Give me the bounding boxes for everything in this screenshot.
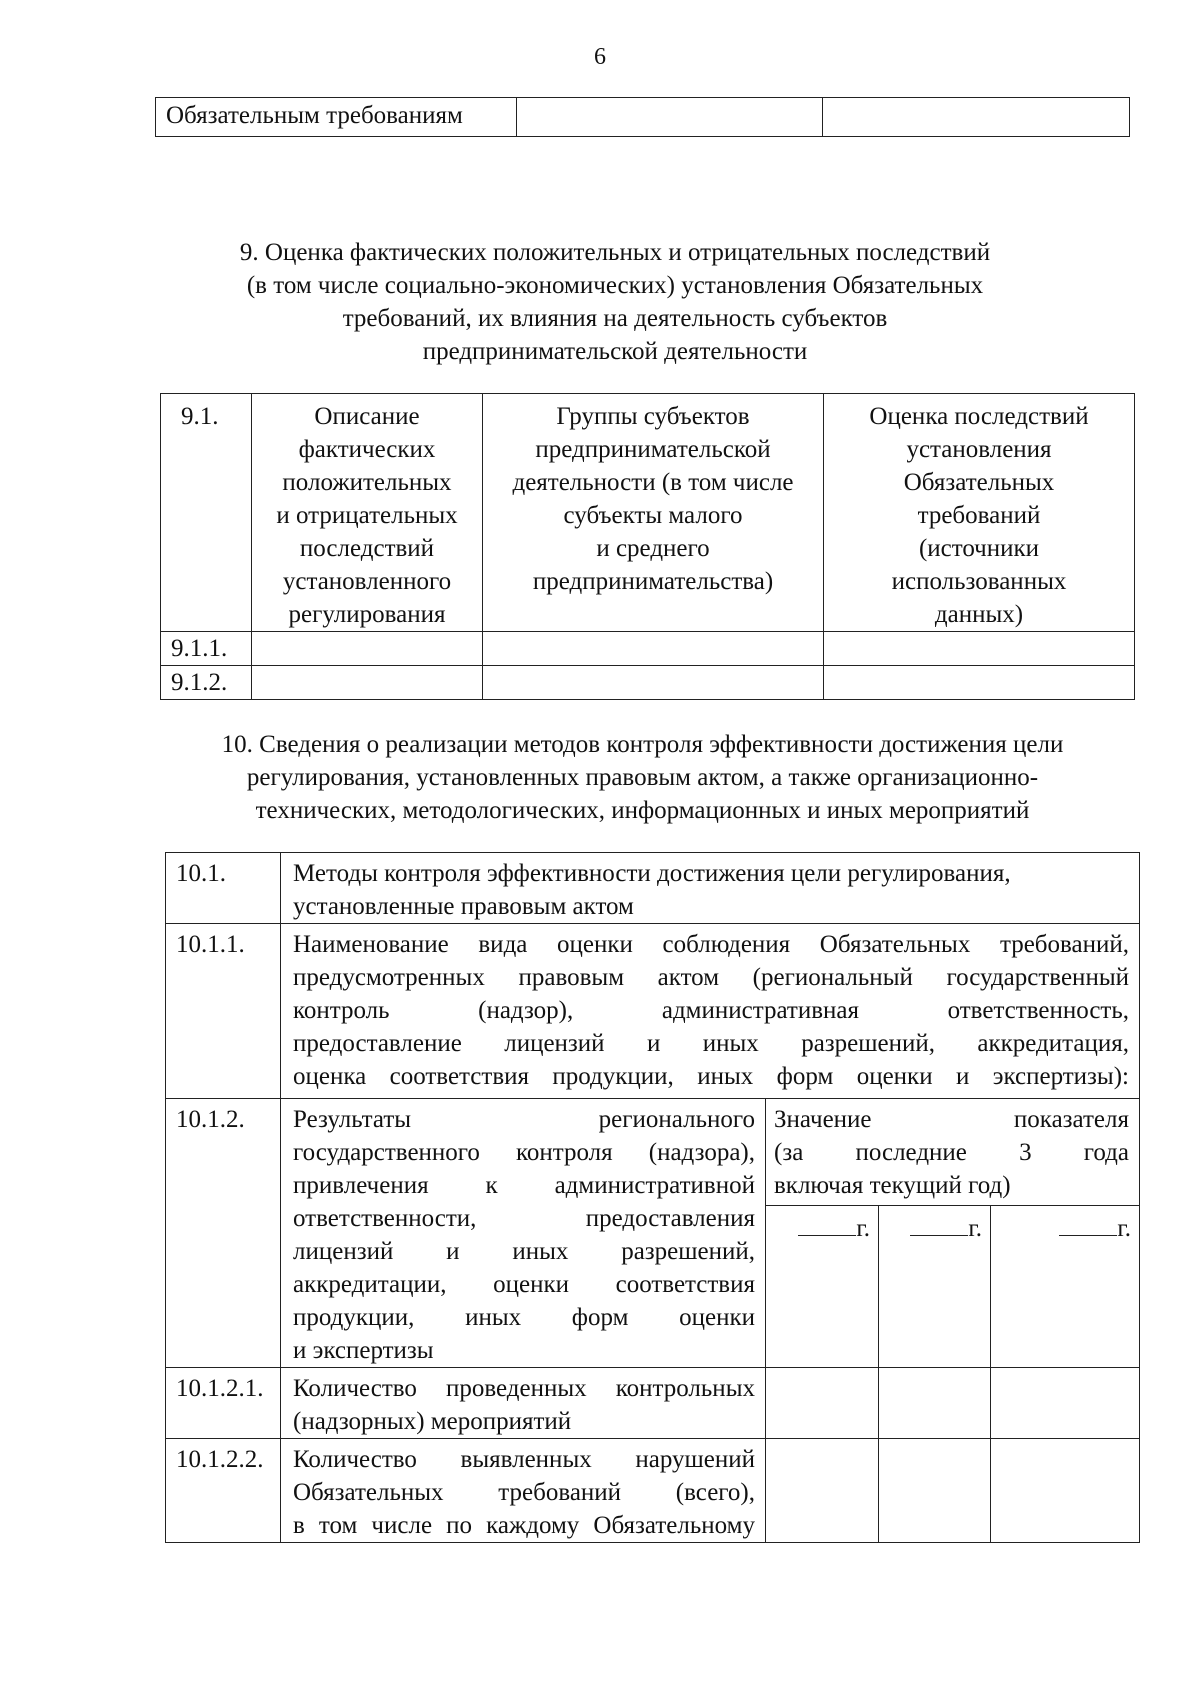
cell-line: Значение показателя [774,1106,1129,1133]
year-suffix: г. [1117,1215,1131,1243]
cell-line: и экспертизы [293,1337,434,1364]
header-assessment [824,394,1135,632]
controls-count-cell [281,1368,766,1439]
title-line: 9. Оценка фактических положительных и отрицательных последствий [239,239,991,266]
empty-cell [991,1439,1140,1543]
header-line: (источники [918,535,1040,562]
empty-cell [252,666,483,700]
cell-line: Методы контроля эффективности достижения цели регулирования, [293,860,1011,887]
year-cell [991,1206,1140,1368]
cell-line: контроль (надзор), административная ответственность, [293,997,1129,1024]
header-line: данных) [934,601,1024,628]
row-number: 10.1.2.2. [166,1439,281,1543]
row-number: 10.1.2. [166,1099,281,1368]
header-groups [483,394,824,632]
cell-line: Количество выявленных нарушений [293,1446,755,1473]
violations-count-cell [281,1439,766,1543]
cell-line: продукции, иных форм оценки [293,1304,755,1331]
title-line: 10. Сведения о реализации методов контроля эффективности достижения цели [221,731,1064,758]
cell-9-1: 9.1. [161,394,252,632]
cell-line: в том числе по каждому Обязательному [293,1512,755,1539]
row-number: 9.1.1. [161,632,252,666]
year-suffix: г. [968,1215,982,1243]
empty-cell [766,1368,879,1439]
year-cell [766,1206,879,1368]
title-line: (в том числе социально-экономических) установления Обязательных [246,272,984,299]
header-line: последствий [299,535,435,562]
empty-cell [991,1368,1140,1439]
cell-line: (надзорных) мероприятий [293,1408,572,1435]
row-number: 10.1. [166,853,281,924]
year-blank [798,1235,856,1236]
header-line: предпринимательской [535,436,771,463]
cell-line: включая текущий год) [774,1172,1011,1199]
table-row [166,1439,1140,1543]
header-line: Описание [314,403,420,430]
year-blank [1059,1235,1117,1236]
row-number: 9.1.2. [161,666,252,700]
header-line: Обязательных [903,469,1055,496]
empty-cell [766,1439,879,1543]
header-line: установленного [282,568,452,595]
table-row [161,666,1135,700]
header-line: использованных [891,568,1067,595]
empty-cell [252,632,483,666]
title-line: технических, методологических, информационных и иных мероприятий [255,797,1030,824]
table-row [161,632,1135,666]
continuation-cell [823,98,1130,137]
assessment-kind-cell [281,924,1140,1099]
table-row [166,924,1140,1099]
cell-line: Количество проведенных контрольных [293,1375,755,1402]
cell-line: предоставление лицензий и иных разрешений, аккредитация, [293,1030,1129,1057]
row-number: 10.1.1. [166,924,281,1099]
page-number: 6 [594,44,606,70]
header-line: Оценка последствий [869,403,1089,430]
results-cell [281,1099,766,1368]
cell-line: лицензий и иных разрешений, [293,1238,755,1265]
title-line: предпринимательской деятельности [422,338,808,365]
header-line: деятельности (в том числе [512,469,794,496]
row-number: 10.1.2.1. [166,1368,281,1439]
header-line: Группы субъектов [556,403,750,430]
cell-line: ответственности, предоставления [293,1205,755,1232]
table-row [166,1368,1140,1439]
year-suffix: г. [856,1215,870,1243]
cell-line: Обязательных требований (всего), [293,1479,755,1506]
cell-line: оценка соответствия продукции, иных форм оценки и экспертизы): [293,1063,1129,1090]
empty-cell [483,632,824,666]
title-line: регулирования, установленных правовым актом, а также организационно- [246,764,1039,791]
cell-line: привлечения к административной [293,1172,755,1199]
empty-cell [879,1368,991,1439]
header-line: положительных [282,469,452,496]
cell-line: установленные правовым актом [293,893,634,920]
cell-line: Наименование вида оценки соблюдения Обязательных требований, [293,931,1129,958]
empty-cell [824,666,1135,700]
table-row [166,1099,1140,1206]
empty-cell [879,1439,991,1543]
header-line: и отрицательных [276,502,458,529]
header-line: и среднего [596,535,710,562]
section-10-title [150,728,1135,827]
section-9-title [150,236,1080,368]
year-cell [879,1206,991,1368]
header-line: предпринимательства) [532,568,774,595]
empty-cell [483,666,824,700]
header-line: субъекты малого [563,502,743,529]
cell-line: предусмотренных правовым актом (региональный государственный [293,964,1129,991]
header-line: установления [906,436,1052,463]
cell-line: (за последние 3 года [774,1139,1129,1166]
header-line: требований [917,502,1041,529]
title-line: требований, их влияния на деятельность субъектов [342,305,888,332]
year-blank [910,1235,968,1236]
section-10-table [165,852,1140,1543]
empty-cell [824,632,1135,666]
section-9-table [160,393,1135,700]
continuation-cell [517,98,823,137]
methods-cell [281,853,1140,924]
header-line: фактических [298,436,436,463]
cell-line: государственного контроля (надзора), [293,1139,755,1166]
cell-line: аккредитации, оценки соответствия [293,1271,755,1298]
header-description [252,394,483,632]
continuation-table [155,97,1130,137]
header-line: регулирования [288,601,446,628]
continuation-label: Обязательным требованиям [156,98,517,137]
table-row [166,853,1140,924]
cell-line: Результаты регионального [293,1106,755,1133]
value-header [766,1099,1140,1206]
